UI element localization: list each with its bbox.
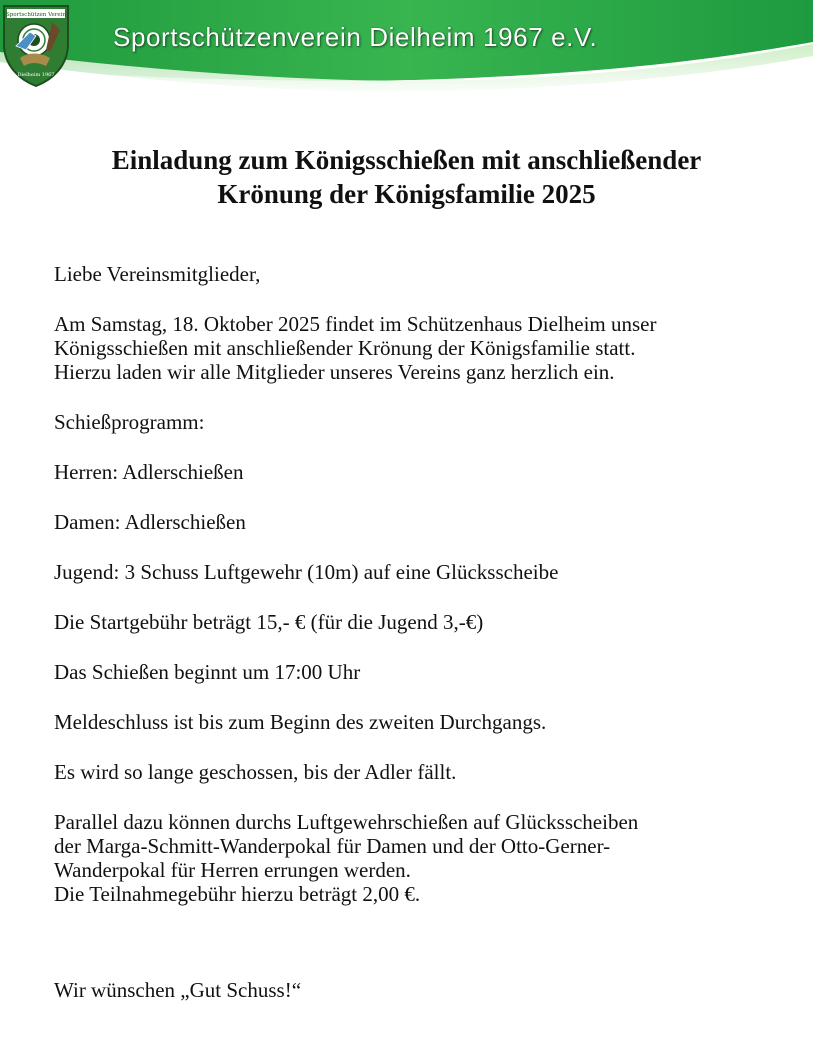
program-jugend: Jugend: 3 Schuss Luftgewehr (10m) auf eine Glücksscheibe (54, 560, 559, 584)
title-line-1: Einladung zum Königsschießen mit anschließender (111, 145, 702, 175)
registration-deadline: Meldeschluss ist bis zum Beginn des zweiten Durchgangs. (54, 710, 547, 734)
program-damen: Damen: Adlerschießen (54, 510, 246, 534)
parallel-line: Die Teilnahmegebühr hierzu beträgt 2,00 €. (54, 882, 421, 906)
title-line-2: Krönung der Königsfamilie 2025 (217, 179, 596, 209)
parallel-line: Parallel dazu können durchs Luftgewehrschießen auf Glücksscheiben (54, 810, 639, 834)
start-time: Das Schießen beginnt um 17:00 Uhr (54, 660, 361, 684)
closing-greeting: Wir wünschen „Gut Schuss!“ (54, 978, 302, 1002)
fee-info: Die Startgebühr beträgt 15,- € (für die Jugend 3,-€) (54, 610, 484, 634)
intro-line: Am Samstag, 18. Oktober 2025 findet im Schützenhaus Dielheim unser (54, 312, 657, 336)
parallel-line: Wanderpokal für Herren errungen werden. (54, 858, 411, 882)
intro-line: Hierzu laden wir alle Mitglieder unseres Vereins ganz herzlich ein. (54, 360, 615, 384)
page-title (40, 143, 773, 211)
intro-line: Königsschießen mit anschließender Krönung der Königsfamilie statt. (54, 336, 636, 360)
crest-text-bottom: Dielheim 1967 (17, 72, 55, 78)
program-heading: Schießprogramm: (54, 410, 205, 434)
parallel-paragraph (54, 810, 774, 906)
crest-text-top: Sportschützen Verein (6, 12, 66, 18)
letter-body (54, 262, 774, 1028)
program-herren: Herren: Adlerschießen (54, 460, 244, 484)
greeting: Liebe Vereinsmitglieder, (54, 262, 261, 286)
header-banner (0, 0, 813, 100)
parallel-line: der Marga-Schmitt-Wanderpokal für Damen und der Otto-Gerner- (54, 834, 611, 858)
club-name: Sportschützenverein Dielheim 1967 e.V. (113, 22, 598, 52)
shooting-until: Es wird so lange geschossen, bis der Adler fällt. (54, 760, 457, 784)
club-crest-icon (0, 0, 72, 88)
intro-paragraph (54, 312, 774, 384)
